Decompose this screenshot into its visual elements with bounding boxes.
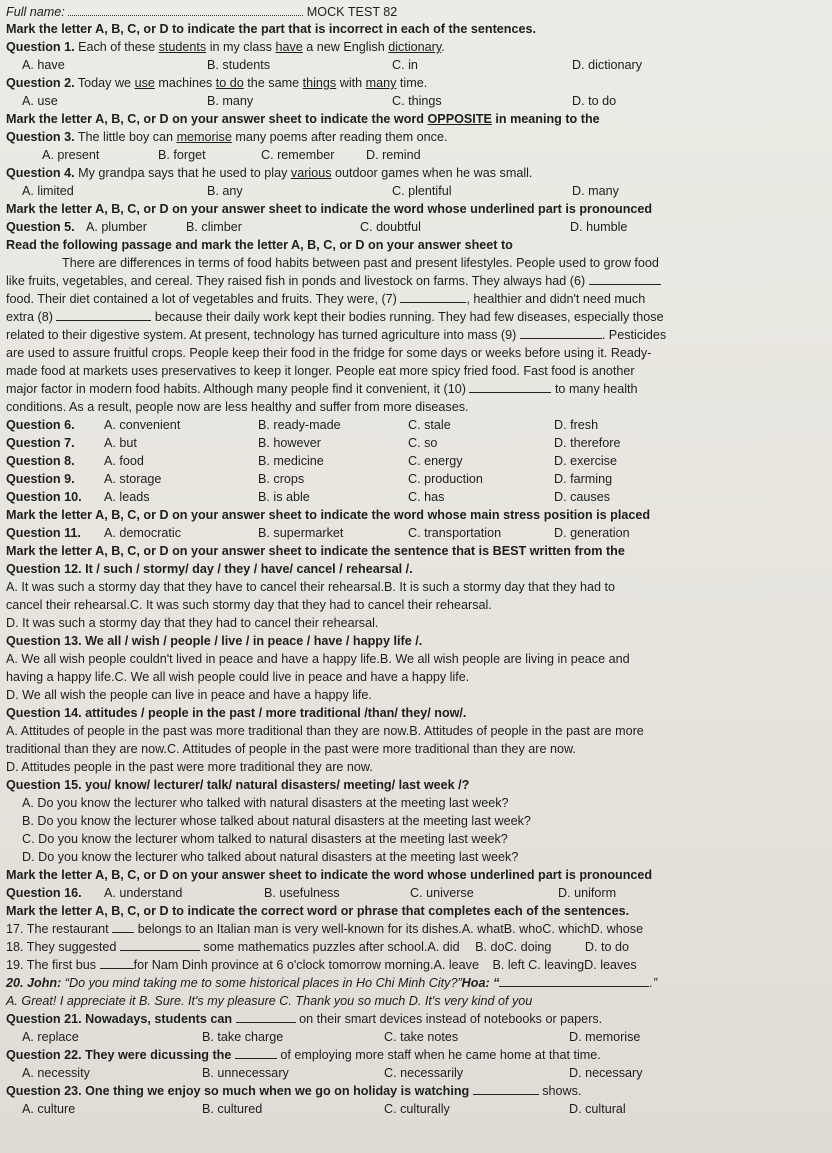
question-label: Question 1. xyxy=(6,40,75,54)
question-text: some mathematics puzzles after school.A. did xyxy=(203,940,460,954)
option-a[interactable]: A. leads xyxy=(104,490,150,504)
question-1 xyxy=(6,39,828,56)
full-name-label: Full name: xyxy=(6,5,65,19)
underlined-word: have xyxy=(275,40,303,54)
question-label: Question 4. xyxy=(6,166,75,180)
option-a[interactable]: A. use xyxy=(22,94,58,108)
question-13-options[interactable]: D. We all wish the people can live in peace and have a happy life. xyxy=(6,688,372,702)
question-14-options[interactable]: D. Attitudes people in the past were more traditional they are now. xyxy=(6,760,373,774)
option-b[interactable]: B. supermarket xyxy=(258,526,344,540)
option-a[interactable]: A. Do you know the lecturer who talked with natural disasters at the meeting last week? xyxy=(22,796,509,810)
option-c[interactable]: C. take notes xyxy=(384,1030,459,1044)
blank-18[interactable] xyxy=(120,939,200,951)
question-1-options xyxy=(22,57,828,74)
instruction-completes: Mark the letter A, B, C, or D to indicate the correct word or phrase that completes each of the sentences. xyxy=(6,904,630,918)
option-c[interactable]: C. Do you know the lecturer whom talked to natural disasters at the meeting last week? xyxy=(22,832,508,846)
option-d[interactable]: D. many xyxy=(572,184,619,198)
question-23 xyxy=(6,1083,828,1100)
question-22-options xyxy=(22,1065,828,1082)
passage-line: made food at markets uses preservatives to keep it longer. People eat more spicy fried food. Fast food is another xyxy=(6,364,635,378)
option-b[interactable]: B. climber xyxy=(186,220,242,234)
underlined-word: things xyxy=(302,76,337,90)
option-a[interactable]: A. storage xyxy=(104,472,162,486)
option-b[interactable]: B. cultured xyxy=(202,1102,263,1116)
question-17 xyxy=(6,921,828,938)
question-4 xyxy=(6,165,828,182)
question-text: outdoor games when he was small. xyxy=(331,166,533,180)
option-d[interactable]: D. humble xyxy=(570,220,628,234)
question-label: Question 8. xyxy=(6,454,75,468)
question-12-options[interactable]: cancel their rehearsal.C. It was such stormy day that they had to cancel their rehearsal. xyxy=(6,598,492,612)
option-d[interactable]: D. cultural xyxy=(569,1102,626,1116)
option-d[interactable]: D. exercise xyxy=(554,454,617,468)
question-text: in my class xyxy=(206,40,276,54)
question-20 xyxy=(6,975,828,992)
passage-line xyxy=(6,327,828,344)
instruction-text: in meaning to the xyxy=(491,112,600,126)
passage-line xyxy=(6,381,828,398)
question-text: on their smart devices instead of notebooks or papers. xyxy=(299,1012,603,1026)
question-12-options[interactable]: A. It was such a stormy day that they have to cancel their rehearsal.B. It is such a stormy day that they had to xyxy=(6,580,615,594)
question-14-prompt: Question 14. attitudes / people in the past / more traditional /than/ they/ now/. xyxy=(6,706,467,720)
instruction-pronounced-2: Mark the letter A, B, C, or D on your answer sheet to indicate the word whose underlined part is pronounced xyxy=(6,868,653,882)
blank-23[interactable] xyxy=(473,1083,539,1095)
instruction-passage: Read the following passage and mark the letter A, B, C, or D on your answer sheet to xyxy=(6,238,513,252)
option-c[interactable]: C. things xyxy=(392,94,442,108)
blank-6[interactable] xyxy=(589,273,661,285)
question-label: Question 2. xyxy=(6,76,75,90)
option-b[interactable]: B. ready-made xyxy=(258,418,341,432)
option-a[interactable]: A. plumber xyxy=(86,220,147,234)
question-label: Question 16. xyxy=(6,886,82,900)
question-text: shows. xyxy=(542,1084,582,1098)
instruction-text: Mark the letter A, B, C, or D on your answer sheet to indicate the word xyxy=(6,112,428,126)
underlined-word: use xyxy=(134,76,155,90)
blank-10[interactable] xyxy=(469,381,551,393)
question-label: Question 6. xyxy=(6,418,75,432)
option-c[interactable]: C. universe xyxy=(410,886,474,900)
question-text: of employing more staff when he came home at that time. xyxy=(280,1048,601,1062)
option-c[interactable]: C. remember xyxy=(261,148,335,162)
passage-line xyxy=(6,309,828,326)
option-a[interactable]: A. have xyxy=(22,58,65,72)
option-b[interactable]: B. any xyxy=(207,184,243,198)
question-13-options[interactable]: A. We all wish people couldn't lived in peace and have a happy life.B. We all wish people are living in peace and xyxy=(6,652,630,666)
passage-line xyxy=(6,291,828,308)
question-21-options xyxy=(22,1029,828,1046)
speaker-label: 20. John: xyxy=(6,976,62,990)
blank-8[interactable] xyxy=(56,309,151,321)
option-b[interactable]: B. unnecessary xyxy=(202,1066,289,1080)
question-text: 19. The first bus xyxy=(6,958,97,972)
test-title: MOCK TEST 82 xyxy=(306,5,398,19)
question-19 xyxy=(6,957,828,974)
name-field-line xyxy=(68,4,303,16)
option-a[interactable]: A. but xyxy=(104,436,137,450)
question-2 xyxy=(6,75,828,92)
option-a[interactable]: A. democratic xyxy=(104,526,181,540)
option-c[interactable]: C. production xyxy=(408,472,483,486)
question-4-options xyxy=(22,183,828,200)
option-d[interactable]: D. fresh xyxy=(554,418,599,432)
option-d[interactable]: D. remind xyxy=(366,148,421,162)
question-text: Question 22. They were dicussing the xyxy=(6,1048,232,1062)
question-11 xyxy=(6,525,828,542)
question-6 xyxy=(6,417,828,434)
option-a[interactable]: A. food xyxy=(104,454,144,468)
option-d[interactable]: D. Do you know the lecturer who talked about natural disasters at the meeting last week? xyxy=(22,850,519,864)
options-text[interactable]: B. left C. leavingD. leaves xyxy=(492,958,637,972)
option-a[interactable]: A. present xyxy=(42,148,100,162)
speaker-label: Hoa: “ xyxy=(461,976,500,990)
question-text: My grandpa says that he used to play xyxy=(78,166,291,180)
question-3-options xyxy=(42,147,828,164)
question-label: Question 3. xyxy=(6,130,75,144)
underlined-word: to do xyxy=(215,76,244,90)
option-b[interactable]: B. forget xyxy=(158,148,206,162)
passage-text: major factor in modern food habits. Although many people find it convenient, it (10) xyxy=(6,382,466,396)
header xyxy=(6,4,828,21)
question-23-options xyxy=(22,1101,828,1118)
option-c[interactable]: C. doubtful xyxy=(360,220,421,234)
option-d[interactable]: D. to do xyxy=(584,940,630,954)
option-c[interactable]: C. plentiful xyxy=(392,184,452,198)
question-text: belongs to an Italian man is very well-known for its dishes.A. whatB. whoC. whichD. whose xyxy=(137,922,644,936)
option-d[interactable]: D. therefore xyxy=(554,436,621,450)
question-13-options[interactable]: having a happy life.C. We all wish people could live in peace and have a happy life. xyxy=(6,670,470,684)
question-text: 17. The restaurant xyxy=(6,922,109,936)
option-d[interactable]: D. necessary xyxy=(569,1066,643,1080)
question-text: Question 21. Nowadays, students can xyxy=(6,1012,233,1026)
question-12-options[interactable]: D. It was such a stormy day that they had to cancel their rehearsal. xyxy=(6,616,379,630)
passage-line: conditions. As a result, people now are less healthy and suffer from more diseases. xyxy=(6,400,469,414)
question-14-options[interactable]: A. Attitudes of people in the past was more traditional than they are now.B. Attitudes of people in the past are more xyxy=(6,724,644,738)
question-text: the same xyxy=(243,76,303,90)
question-text: The little boy can xyxy=(77,130,177,144)
instruction-pronounced: Mark the letter A, B, C, or D on your answer sheet to indicate the word whose underlined part is pronounced xyxy=(6,202,653,216)
blank-17[interactable] xyxy=(112,921,134,933)
option-c[interactable]: C. stale xyxy=(408,418,451,432)
question-label: Question 11. xyxy=(6,526,81,540)
blank-22[interactable] xyxy=(235,1047,277,1059)
question-text: many poems after reading them once. xyxy=(231,130,448,144)
passage-text: . Pesticides xyxy=(601,328,667,342)
question-text: Each of these xyxy=(78,40,159,54)
option-c[interactable]: C. necessarily xyxy=(384,1066,464,1080)
question-12-prompt: Question 12. It / such / stormy/ day / they / have/ cancel / rehearsal /. xyxy=(6,562,413,576)
option-b[interactable]: B. however xyxy=(258,436,321,450)
option-d[interactable]: D. farming xyxy=(554,472,613,486)
blank-7[interactable] xyxy=(400,291,466,303)
option-a[interactable]: A. limited xyxy=(22,184,74,198)
underlined-word: OPPOSITE xyxy=(427,112,492,126)
passage-text: , healthier and didn't need much xyxy=(466,292,646,306)
blank-21[interactable] xyxy=(236,1011,296,1023)
instruction-opposite xyxy=(6,111,828,128)
option-a[interactable]: A. culture xyxy=(22,1102,76,1116)
question-text: a new English xyxy=(302,40,389,54)
option-b[interactable]: B. crops xyxy=(258,472,305,486)
option-a[interactable]: A. necessity xyxy=(22,1066,90,1080)
instruction-best-written: Mark the letter A, B, C, or D on your answer sheet to indicate the sentence that is BEST written from the xyxy=(6,544,625,558)
passage-text: because their daily work kept their bodies running. They had few diseases, especially those xyxy=(154,310,664,324)
blank-9[interactable] xyxy=(520,327,602,339)
option-b[interactable]: B. usefulness xyxy=(264,886,340,900)
option-a[interactable]: A. convenient xyxy=(104,418,181,432)
question-3 xyxy=(6,129,828,146)
option-c[interactable]: C. transportation xyxy=(408,526,502,540)
question-text: machines xyxy=(154,76,216,90)
dialogue-text: .” xyxy=(649,976,658,990)
question-10 xyxy=(6,489,828,506)
option-d[interactable]: D. causes xyxy=(554,490,610,504)
option-c[interactable]: C. in xyxy=(392,58,418,72)
instruction-incorrect: Mark the letter A, B, C, or D to indicate the part that is incorrect in each of the sentences. xyxy=(6,22,536,36)
question-13-prompt: Question 13. We all / wish / people / live / in peace / have / happy life /. xyxy=(6,634,423,648)
question-text: for Nam Dinh province at 6 o'clock tomorrow morning.A. leave xyxy=(133,958,479,972)
option-b[interactable]: B. many xyxy=(207,94,254,108)
question-5 xyxy=(6,219,828,236)
option-c[interactable]: C. has xyxy=(408,490,445,504)
option-d[interactable]: D. dictionary xyxy=(572,58,642,72)
question-22 xyxy=(6,1047,828,1064)
instruction-stress: Mark the letter A, B, C, or D on your answer sheet to indicate the word whose main stress position is placed xyxy=(6,508,651,522)
option-b[interactable]: B. take charge xyxy=(202,1030,284,1044)
question-21 xyxy=(6,1011,828,1028)
option-c[interactable]: C. so xyxy=(408,436,438,450)
question-text: Question 23. One thing we enjoy so much when we go on holiday is watching xyxy=(6,1084,470,1098)
question-label: Question 5. xyxy=(6,220,75,234)
question-15-prompt: Question 15. you/ know/ lecturer/ talk/ natural disasters/ meeting/ last week /? xyxy=(6,778,470,792)
blank-20[interactable] xyxy=(499,975,649,987)
passage-text: like fruits, vegetables, and cereal. They raised fish in ponds and livestock on farms. They always had (6) xyxy=(6,274,586,288)
option-b[interactable]: B. Do you know the lecturer whose talked about natural disasters at the meeting last week? xyxy=(22,814,531,828)
option-a[interactable]: A. replace xyxy=(22,1030,79,1044)
option-d[interactable]: D. generation xyxy=(554,526,630,540)
underlined-word: students xyxy=(158,40,207,54)
option-a[interactable]: A. understand xyxy=(104,886,183,900)
option-b[interactable]: B. students xyxy=(207,58,271,72)
question-20-options[interactable]: A. Great! I appreciate it B. Sure. It's my pleasure C. Thank you so much D. It's very kind of you xyxy=(6,994,533,1008)
options-text[interactable]: B. doC. doing xyxy=(475,940,552,954)
option-d[interactable]: D. memorise xyxy=(569,1030,641,1044)
passage-line xyxy=(6,273,828,290)
dialogue-text: “Do you mind taking me to some historical places in Ho Chi Minh City?” xyxy=(64,976,462,990)
underlined-word: various xyxy=(290,166,332,180)
passage-line: are used to assure fruitful crops. People keep their food in the fridge for some days or weeks before using it. Ready- xyxy=(6,346,652,360)
underlined-word: dictionary xyxy=(388,40,442,54)
question-text: with xyxy=(336,76,366,90)
question-text: 18. They suggested xyxy=(6,940,117,954)
underlined-word: many xyxy=(365,76,397,90)
question-9 xyxy=(6,471,828,488)
option-c[interactable]: C. culturally xyxy=(384,1102,450,1116)
question-2-options xyxy=(22,93,828,110)
question-18 xyxy=(6,939,828,956)
option-d[interactable]: D. to do xyxy=(572,94,617,108)
option-b[interactable]: B. medicine xyxy=(258,454,324,468)
option-b[interactable]: B. is able xyxy=(258,490,310,504)
question-8 xyxy=(6,453,828,470)
blank-19[interactable] xyxy=(100,957,134,969)
passage-text: to many health xyxy=(554,382,638,396)
question-text: . xyxy=(441,40,445,54)
option-d[interactable]: D. uniform xyxy=(558,886,617,900)
passage-line: There are differences in terms of food habits between past and present lifestyles. People used to grow food xyxy=(62,256,659,270)
question-7 xyxy=(6,435,828,452)
option-c[interactable]: C. energy xyxy=(408,454,463,468)
underlined-word: memorise xyxy=(176,130,232,144)
passage-text: food. Their diet contained a lot of vegetables and fruits. They were, (7) xyxy=(6,292,397,306)
question-16 xyxy=(6,885,828,902)
question-text: time. xyxy=(396,76,428,90)
question-label: Question 7. xyxy=(6,436,75,450)
question-label: Question 10. xyxy=(6,490,82,504)
question-text: Today we xyxy=(77,76,135,90)
passage-text: related to their digestive system. At present, technology has turned agriculture into mass (9) xyxy=(6,328,517,342)
question-label: Question 9. xyxy=(6,472,75,486)
question-14-options[interactable]: traditional than they are now.C. Attitudes of people in the past were more traditional than they are now. xyxy=(6,742,576,756)
passage-text: extra (8) xyxy=(6,310,53,324)
